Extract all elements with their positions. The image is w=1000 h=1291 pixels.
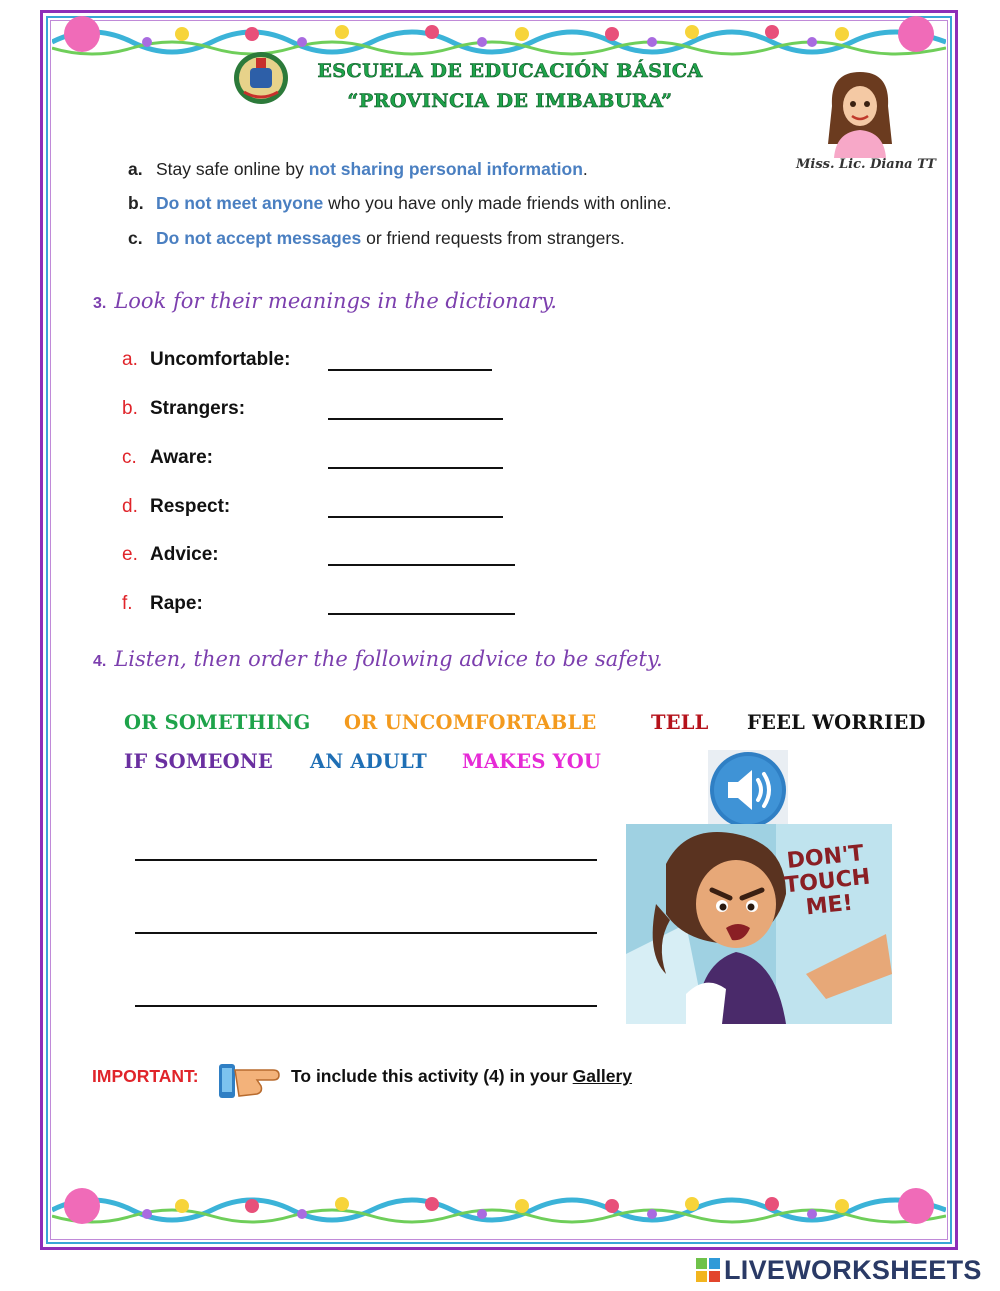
word-chip-makes-you[interactable]: MAKES YOU [462, 750, 602, 773]
safety-tip-a [128, 159, 588, 180]
section-title: Look for their meanings in the dictionary. [114, 289, 557, 313]
vocab-item-a [122, 349, 290, 371]
word-chip-if-someone[interactable]: IF SOMEONE [124, 750, 273, 773]
teacher-avatar [820, 66, 900, 158]
vocab-word: Advice: [150, 544, 219, 565]
vocab-answer-blank-d[interactable] [328, 516, 503, 518]
tip-text-end: or friend requests from strangers. [361, 228, 625, 248]
tip-text: Stay safe online by [156, 159, 309, 179]
vocab-answer-blank-e[interactable] [328, 564, 515, 566]
speech-line-2: TOUCH [783, 864, 872, 899]
vocab-letter: c. [122, 447, 137, 468]
speech-line-1: DON'T [785, 841, 865, 874]
answer-line-2[interactable] [135, 932, 597, 934]
section-3-heading [93, 289, 557, 313]
word-chip-or-uncomfortable[interactable]: OR UNCOMFORTABLE [344, 711, 597, 734]
vocab-letter: b. [122, 398, 138, 419]
section-number: 3. [93, 295, 107, 312]
vocab-item-b [122, 398, 245, 420]
vocab-letter: a. [122, 349, 138, 370]
vocab-word: Strangers: [150, 398, 246, 419]
school-name-line2: “PROVINCIA DE IMBABURA” [347, 90, 673, 112]
vocab-word: Aware: [150, 447, 214, 468]
vocab-item-f [122, 593, 203, 615]
flower-border-top [52, 12, 946, 62]
dont-touch-me-illustration [626, 824, 892, 1024]
vocab-item-d [122, 496, 230, 518]
speech-line-3: ME! [804, 890, 854, 921]
tip-highlight: Do not meet anyone [156, 193, 324, 213]
section-4-heading [93, 647, 663, 671]
vocab-answer-blank-c[interactable] [328, 467, 503, 469]
vocab-item-e [122, 544, 219, 566]
school-crest-logo [232, 48, 290, 106]
important-label: IMPORTANT: [92, 1066, 199, 1086]
vocab-letter: f. [122, 593, 133, 614]
brand-name: LIVEWORKSHEETS [724, 1254, 982, 1285]
tip-letter: b. [128, 193, 144, 213]
word-chip-or-something[interactable]: OR SOMETHING [124, 711, 311, 734]
answer-line-3[interactable] [135, 1005, 597, 1007]
tip-text-end: who you have only made friends with online. [323, 193, 672, 213]
word-chip-an-adult[interactable]: AN ADULT [310, 750, 428, 773]
tip-highlight: not sharing personal information [308, 159, 583, 179]
vocab-word: Uncomfortable: [150, 349, 291, 370]
audio-play-button[interactable] [708, 750, 788, 830]
section-number: 4. [93, 653, 107, 670]
gallery-instruction [291, 1066, 632, 1087]
tip-text-end: . [582, 159, 588, 179]
vocab-item-c [122, 447, 213, 469]
vocab-answer-blank-f[interactable] [328, 613, 515, 615]
tip-letter: c. [128, 228, 143, 248]
vocab-letter: e. [122, 544, 138, 565]
instruction-text: To include this activity (4) in your [291, 1066, 573, 1086]
flower-border-bottom [52, 1180, 946, 1230]
vocab-word: Rape: [150, 593, 203, 614]
safety-tip-b [128, 193, 672, 214]
hand-pointer-icon [217, 1056, 283, 1104]
word-chip-tell[interactable]: TELL [651, 711, 709, 734]
liveworksheets-brand [696, 1254, 982, 1286]
section-title: Listen, then order the following advice to be safety. [114, 647, 663, 671]
vocab-letter: d. [122, 496, 138, 517]
vocab-word: Respect: [150, 496, 231, 517]
answer-line-1[interactable] [135, 859, 597, 861]
school-name-line1: ESCUELA DE EDUCACIÓN BÁSICA [317, 60, 703, 82]
vocab-answer-blank-b[interactable] [328, 418, 503, 420]
safety-tip-c [128, 228, 625, 249]
teacher-signature: Miss. Lic. Diana TT [796, 157, 936, 172]
gallery-link[interactable]: Gallery [572, 1066, 633, 1086]
tip-highlight: Do not accept messages [156, 228, 362, 248]
tip-letter: a. [128, 159, 143, 179]
liveworksheets-logo-icon [696, 1258, 720, 1282]
word-chip-feel-worried[interactable]: FEEL WORRIED [747, 711, 926, 734]
vocab-answer-blank-a[interactable] [328, 369, 492, 371]
